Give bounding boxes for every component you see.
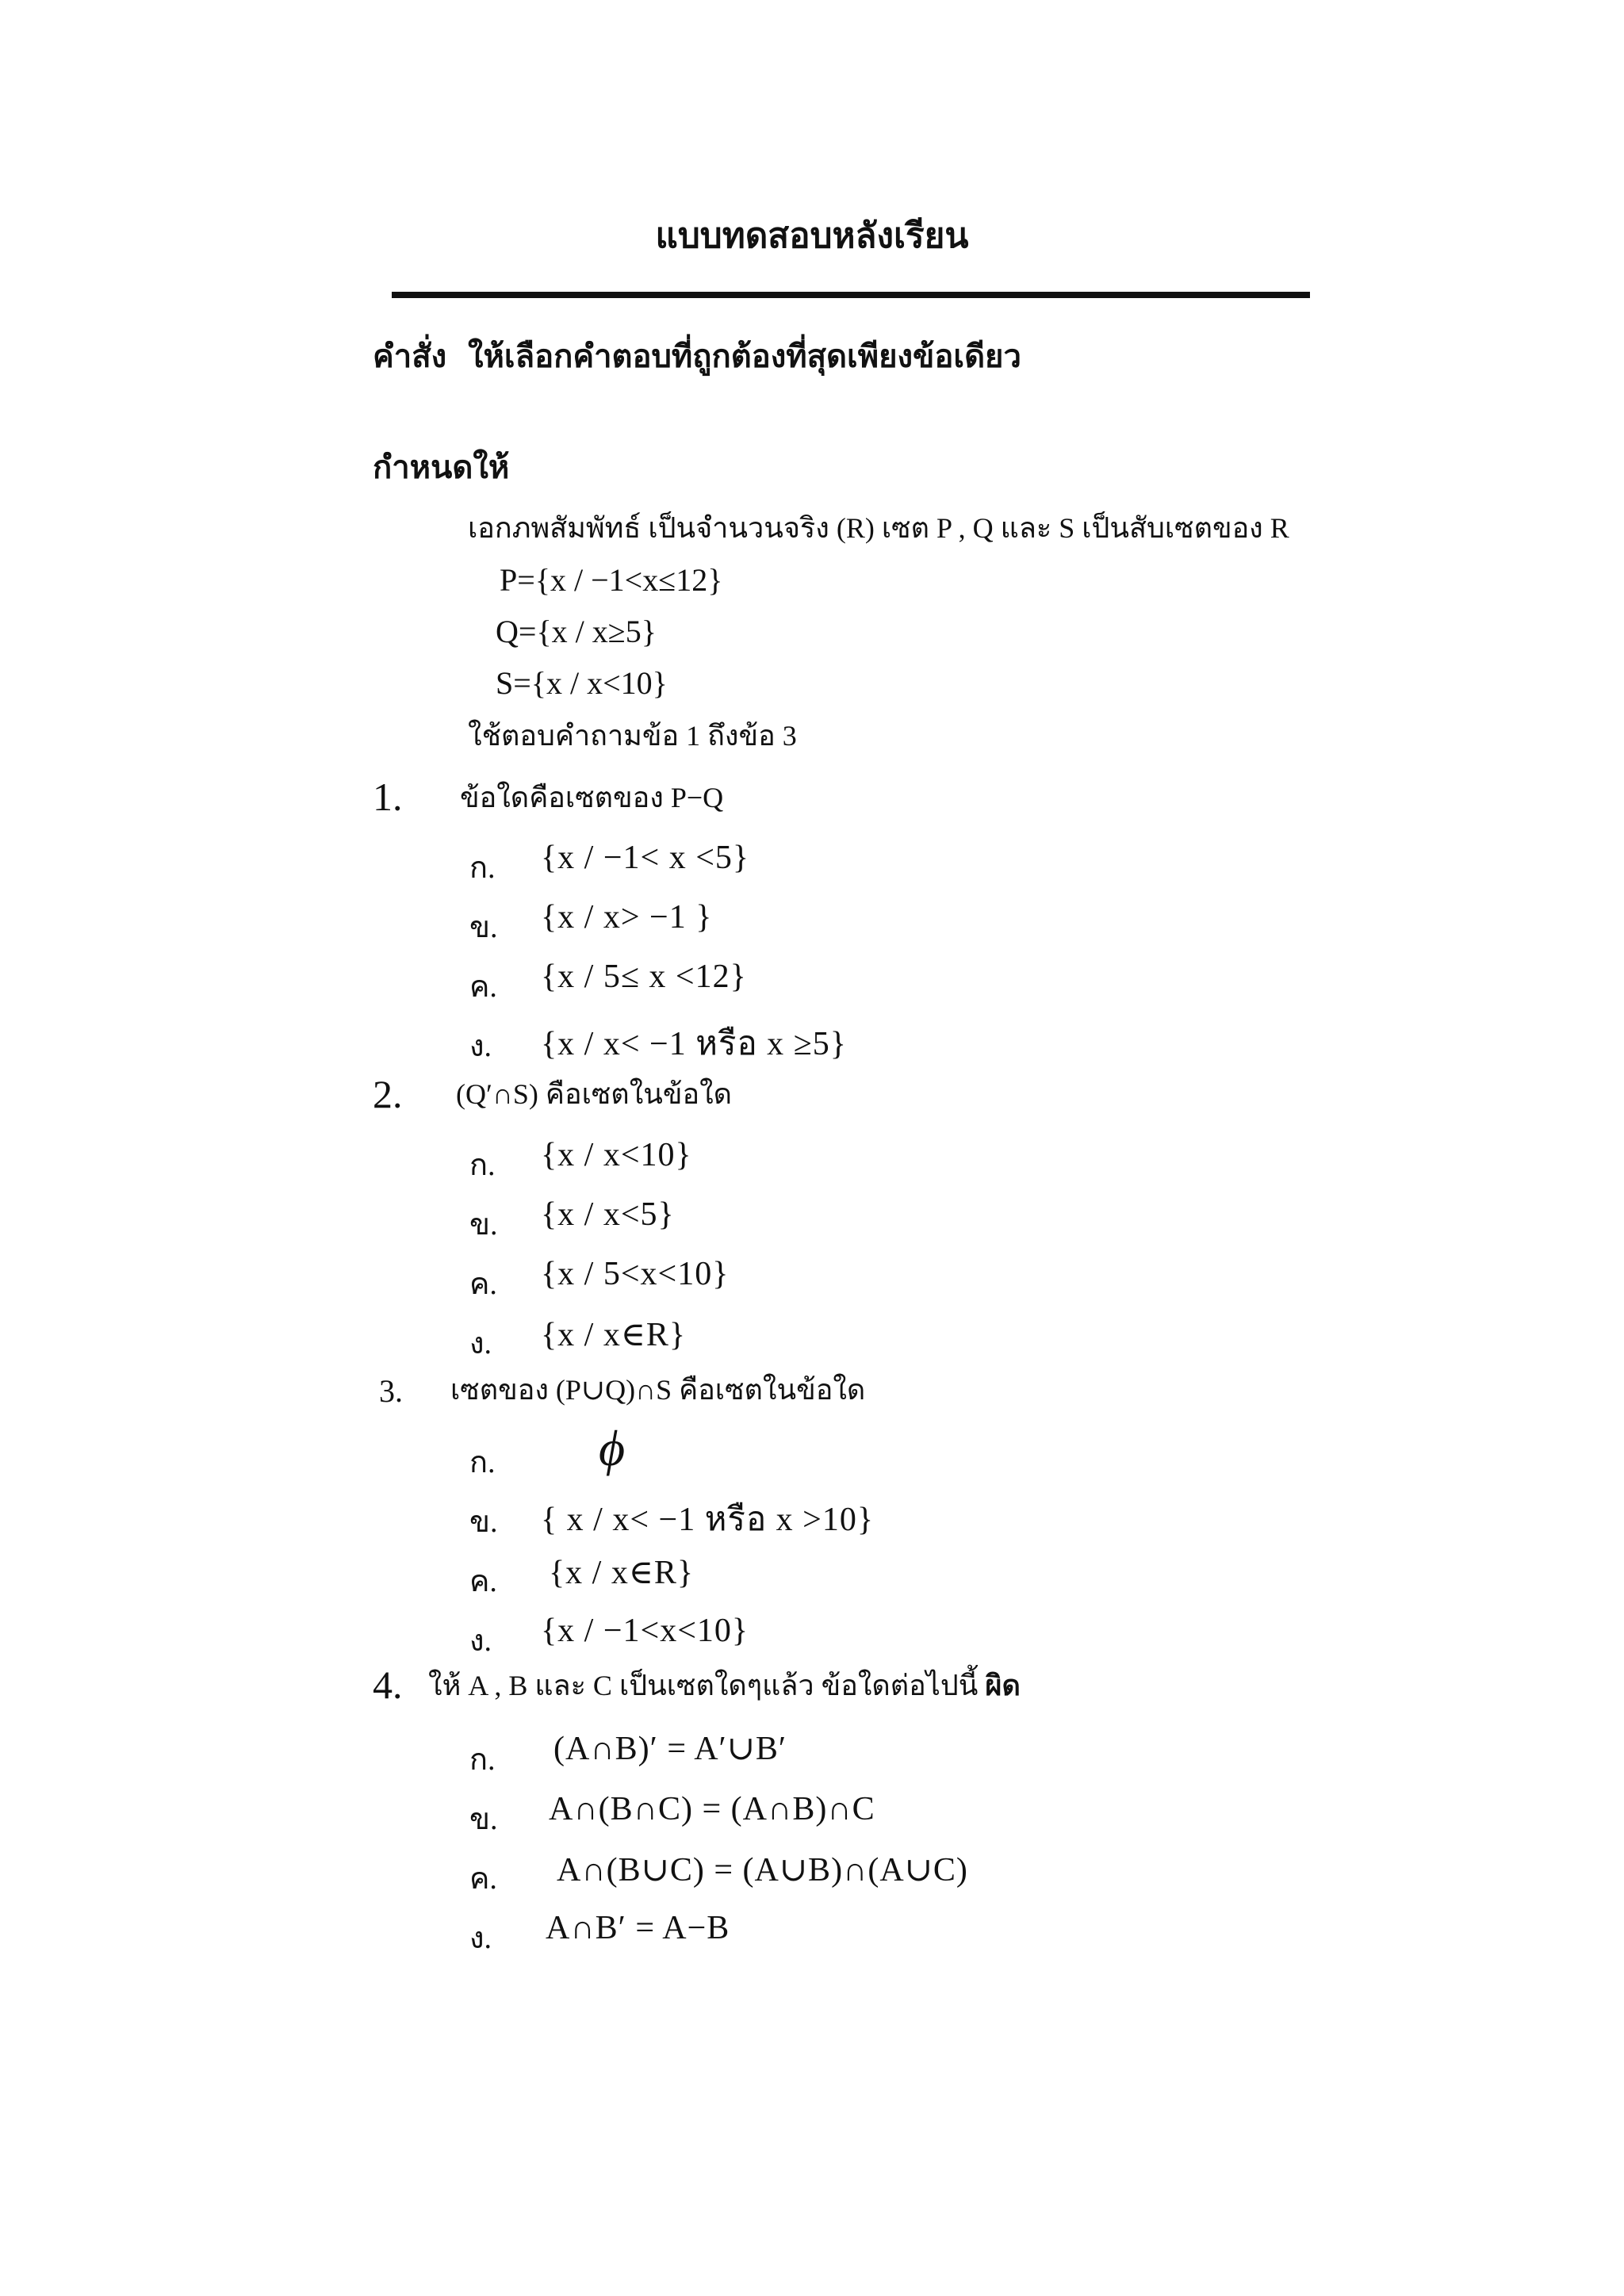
set-p: P={x / −1<x≤12} xyxy=(500,562,723,598)
question-text: เซตของ (P∪Q)∩S คือเซตในข้อใด xyxy=(450,1374,866,1406)
page-title: แบบทดสอบหลังเรียน xyxy=(655,216,969,255)
choice-text: { x / x< −1 หรือ x >10} xyxy=(541,1502,875,1538)
choice-label: ข. xyxy=(469,1506,498,1539)
question-number: 3. xyxy=(379,1373,403,1409)
question-text-main: ให้ A , B และ C เป็นเซตใดๆแล้ว ข้อใดต่อไปนี้ xyxy=(428,1670,979,1701)
set-q: Q={x / x≥5} xyxy=(496,614,657,649)
question-emphasis: ผิด xyxy=(985,1670,1021,1701)
question-text: ข้อใดคือเซตของ P−Q xyxy=(460,782,724,813)
choice-text: {x / −1< x <5} xyxy=(541,840,750,876)
universe-text: เอกภพสัมพัทธ์ เป็นจำนวนจริง (R) เซต P , Q และ S เป็นสับเซตของ R xyxy=(468,512,1289,544)
question-number: 2. xyxy=(373,1072,403,1116)
choice-text: (A∩B)′ = A′∪B′ xyxy=(553,1731,787,1767)
instruction-text: ให้เลือกคำตอบที่ถูกต้องที่สุดเพียงข้อเดียว xyxy=(468,339,1021,374)
choice-text: {x / 5≤ x <12} xyxy=(541,959,747,995)
choice-text: A∩(B∪C) = (A∪B)∩(A∪C) xyxy=(557,1852,968,1888)
question-text xyxy=(428,1671,1021,1700)
set-s: S={x / x<10} xyxy=(496,665,668,701)
choice-text: {x / x<5} xyxy=(541,1196,675,1233)
choice-label: ข. xyxy=(469,911,498,944)
choice-label: ง. xyxy=(469,1327,492,1360)
choice-label: ก. xyxy=(469,1743,496,1777)
choice-text: {x / x∈R} xyxy=(549,1555,695,1591)
choice-text: {x / x> −1 } xyxy=(541,899,713,936)
question-number: 4. xyxy=(373,1663,403,1707)
choice-text: {x / x∈R} xyxy=(541,1317,687,1353)
given-label: กำหนดให้ xyxy=(373,450,510,485)
question-text: (Q′∩S) คือเซตในข้อใด xyxy=(456,1078,733,1110)
choice-label: ข. xyxy=(469,1208,498,1242)
choice-label: ง. xyxy=(469,1624,492,1658)
choice-text: {x / −1<x<10} xyxy=(541,1613,749,1649)
choice-label: ค. xyxy=(469,1565,497,1598)
choice-label: ง. xyxy=(469,1030,492,1063)
choice-label: ค. xyxy=(469,1862,497,1896)
choice-text: A∩B′ = A−B xyxy=(546,1910,730,1946)
use-note: ใช้ตอบคำถามข้อ 1 ถึงข้อ 3 xyxy=(468,720,797,752)
choice-text: {x / 5<x<10} xyxy=(541,1256,730,1292)
question-number: 1. xyxy=(373,775,403,819)
title-divider xyxy=(392,292,1310,298)
choice-label: ง. xyxy=(469,1922,492,1955)
choice-text: {x / x<10} xyxy=(541,1137,692,1173)
choice-label: ก. xyxy=(469,1446,496,1479)
instruction-label: คำสั่ง xyxy=(373,339,447,374)
choice-label: ก. xyxy=(469,1149,496,1182)
choice-label: ค. xyxy=(469,970,497,1004)
choice-label: ข. xyxy=(469,1803,498,1836)
choice-label: ก. xyxy=(469,851,496,885)
choice-text: A∩(B∩C) = (A∩B)∩C xyxy=(549,1791,875,1827)
empty-set-symbol: ϕ xyxy=(599,1420,626,1476)
choice-text: {x / x< −1 หรือ x ≥5} xyxy=(541,1026,847,1062)
choice-label: ค. xyxy=(469,1268,497,1301)
